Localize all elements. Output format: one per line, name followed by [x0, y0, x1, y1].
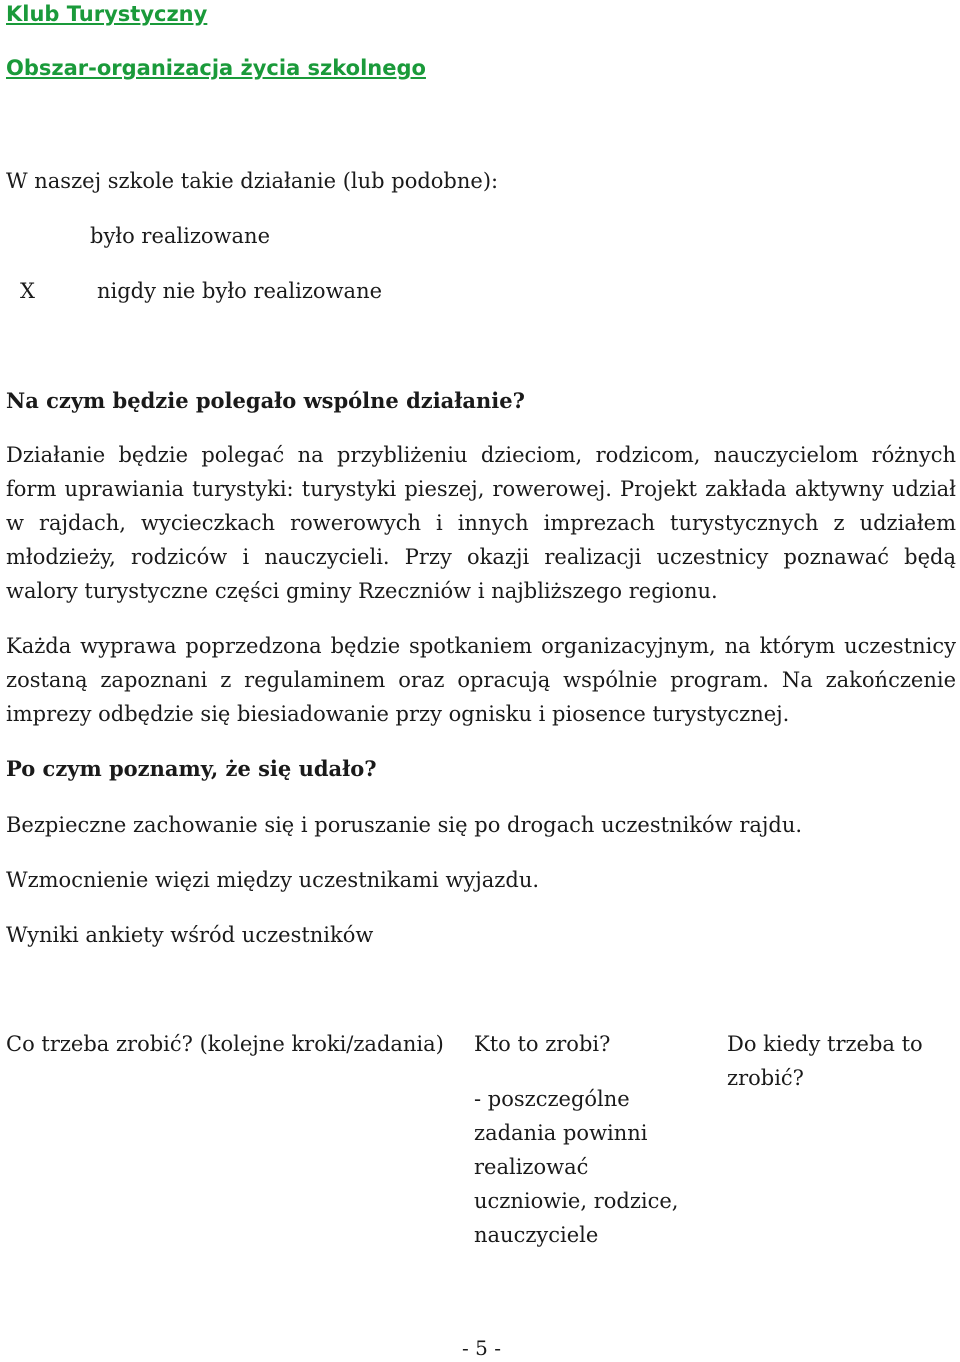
page-number: - 5 - — [462, 1336, 501, 1360]
table-header-task: Co trzeba zrobić? (kolejne kroki/zadania) — [6, 1032, 444, 1056]
status-question: W naszej szkole takie działanie (lub podobne): — [6, 169, 499, 193]
section-heading-activity: Na czym będzie polegało wspólne działanie? — [6, 388, 525, 413]
success-item: Wyniki ankiety wśród uczestników — [6, 923, 374, 947]
section-heading-success: Po czym poznamy, że się udało? — [6, 756, 377, 781]
success-item: Bezpieczne zachowanie się i poruszanie się po drogach uczestników rajdu. — [6, 813, 803, 837]
table-header-who: Kto to zrobi? — [474, 1032, 611, 1056]
table-cell-who: - poszczególne zadania powinni realizować uczniowie, rodzice, nauczyciele — [474, 1087, 679, 1247]
page-title[interactable]: Klub Turystyczny — [6, 2, 208, 26]
success-item: Wzmocnienie więzi między uczestnikami wyjazdu. — [6, 868, 540, 892]
activity-paragraph-1: Działanie będzie polegać na przybliżeniu dzieciom, rodzicom, nauczycielom różnych form uprawiania turystyki: turystyki pieszej, rowerowej. Projekt zakłada aktywny udział w rajdach, wycieczkach rowerowych i innych imprezach turystycznych z udziałem młodzieży, rodziców i nauczycieli. Przy okazji realizacji uczestnicy poznawać będą walory turystyczne części gminy Rzeczniów i najbliższego regionu. — [6, 443, 956, 603]
table-header-deadline: Do kiedy trzeba to zrobić? — [727, 1032, 923, 1090]
activity-paragraph-2: Każda wyprawa poprzedzona będzie spotkaniem organizacyjnym, na którym uczestnicy zostaną zapoznani z regulaminem oraz opracują wspólnie program. Na zakończenie imprezy odbędzie się biesiadowanie przy ognisku i piosence turystycznej. — [6, 634, 956, 726]
page-subtitle[interactable]: Obszar-organizacja życia szkolnego — [6, 56, 426, 80]
status-option-never: nigdy nie było realizowane — [97, 279, 383, 303]
status-checkmark: X — [20, 279, 35, 303]
status-option-realized: było realizowane — [90, 224, 271, 248]
